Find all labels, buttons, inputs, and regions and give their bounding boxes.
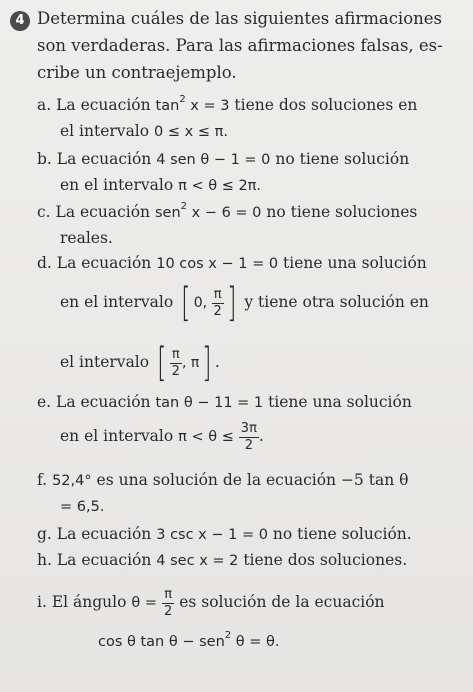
- interval-0-pi-half: [ 0, $\frac{\pi}{2}$ ]: [181, 280, 237, 326]
- item-h-line-1: h. La ecuación 4 sec x = 2 tiene dos soluciones.: [37, 551, 408, 569]
- interval-pi-half-pi: [ $\frac{\pi}{2}$ , π ]: [157, 340, 212, 386]
- item-d-line-3: el intervalo [ $\frac{\pi}{2}$ , π ] .: [60, 340, 220, 386]
- item-e-line-2: en el intervalo π < θ ≤ $\frac{3\pi}{2}$ .: [60, 420, 264, 453]
- item-d-line-1: d. La ecuación 10 cos x − 1 = 0 tiene una solución: [37, 254, 427, 272]
- item-i-line-2: cos θ tan θ − sen$^2$ θ = θ.: [98, 630, 280, 650]
- problem-number-badge: 4: [10, 11, 30, 31]
- intro-line-3: cribe un contraejemplo.: [37, 63, 237, 82]
- item-i-line-1: i. El ángulo θ = $\frac{\pi}{2}$ es solución de la ecuación: [37, 586, 385, 619]
- item-c-line-2: reales.: [60, 229, 113, 247]
- item-e-line-1: e. La ecuación tan θ − 11 = 1 tiene una solución: [37, 393, 412, 411]
- item-f-line-1: f. 52,4° es una solución de la ecuación −5 tan θ: [37, 471, 409, 489]
- intro-line-1: Determina cuáles de las siguientes afirmaciones: [37, 9, 442, 28]
- item-c-line-1: c. La ecuación sen$^2$ x − 6 = 0 no tiene soluciones: [37, 201, 418, 221]
- item-b-line-2: en el intervalo π < θ ≤ 2π.: [60, 176, 262, 194]
- item-b-line-1: b. La ecuación 4 sen θ − 1 = 0 no tiene solución: [37, 150, 410, 168]
- item-g-line-1: g. La ecuación 3 csc x − 1 = 0 no tiene solución.: [37, 525, 412, 543]
- intro-line-2: son verdaderas. Para las afirmaciones falsas, es-: [37, 36, 443, 55]
- item-f-line-2: = 6,5.: [60, 499, 105, 515]
- item-a-line-2: el intervalo 0 ≤ x ≤ π.: [60, 122, 228, 140]
- item-a-line-1: a. La ecuación $\tan^2 x = 3$ tiene dos soluciones en: [37, 94, 418, 114]
- item-d-line-2: en el intervalo [ 0, $\frac{\pi}{2}$ ] y tiene otra solución en: [60, 280, 429, 326]
